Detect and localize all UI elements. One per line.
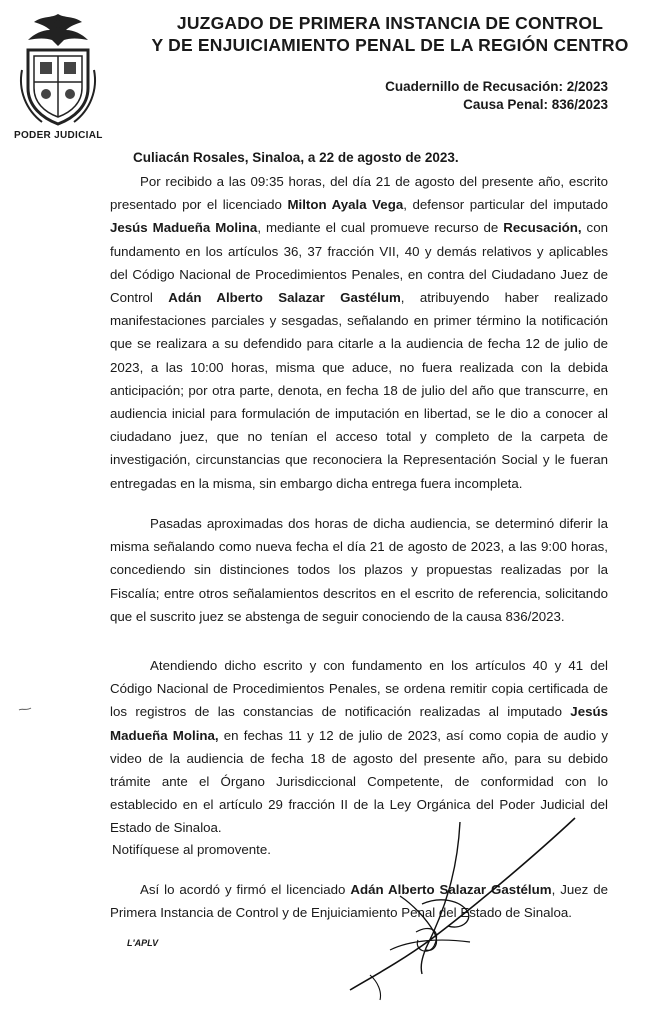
p1-recusal-term: Recusación, xyxy=(503,220,582,236)
p1-text-4: con fundamento en los artículos 36, 37 fracción VII, 40 y demás relativos y aplicables del Código Nacional de Procedimientos Penales, en contra del Ciudadano Juez de Control xyxy=(110,220,608,306)
court-heading-line2: Y DE ENJUICIAMIENTO PENAL DE LA REGIÓN CENTRO xyxy=(151,35,629,55)
p3-text-2: en fechas 11 y 12 de julio de 2023, así como copia de audio y video de la audiencia de fecha 18 de agosto del presente año, para su debido trámite ante el Órgano Jurisdiccional Competente, de conformidad con lo establecido en el artículo 29 fracción II de la Ley Orgánica del Poder Judicial del Estado de Sinaloa. xyxy=(110,727,608,836)
p1-text-5: , atribuyendo haber realizado manifestaciones parciales y sesgadas, señalando en primer término la notificación que se realizara a su defendido para citarle a la audiencia de fecha 12 de julio de 2023, a las 10:00 horas, misma que aduce, no fuera realizada con la debida anticipación; por otra parte, denota, en fecha 18 de julio del año que transcurre, en audiencia inicial para formulación de imputación en libertad, se le dio a conocer al ciudadano juez, que no tenían el acceso total y completo de la carpeta de investigación, circunstancias que reconociera la Representación Social y le fueran entregadas en la misma, sin embargo dicha entrega fuera incompleta. xyxy=(110,290,608,491)
p5-text-2: , Juez de Primera Instancia de Control y de Enjuiciamiento Penal del Estado de Sinaloa. xyxy=(110,882,608,921)
p1-defense-lawyer-name: Milton Ayala Vega xyxy=(287,197,404,213)
p3-text-1: Atendiendo dicho escrito y con fundamento en los artículos 40 y 41 del Código Nacional de Procedimientos Penales, se ordena remitir copia certificada de los registros de las constancias de notificación realizadas al imputado xyxy=(110,658,608,720)
state-seal-logo xyxy=(12,10,104,132)
paragraph-hearing: Pasadas aproximadas dos horas de dicha audiencia, se determinó diferir la misma señalando como nueva fecha el día 21 de agosto de 2023, a las 9:00 horas, concediendo sin distinciones todos los plazos y propuestas realizadas por la Fiscalía; entre otros señalamientos descritos en el escrito de referencia, solicitando que el suscrito juez se abstenga de seguir conociendo de la causa 836/2023. xyxy=(110,516,608,624)
p1-judge-name: Adán Alberto Salazar Gastélum xyxy=(168,290,401,306)
typist-initials: L'APLV xyxy=(127,938,159,948)
case-references xyxy=(385,78,608,114)
recusal-reference: Cuadernillo de Recusación: 2/2023 xyxy=(385,79,608,94)
p5-text-1: Así lo acordó y firmó el licenciado xyxy=(140,882,351,897)
paragraph-receipt xyxy=(110,170,608,495)
p1-text-3: , mediante el cual promueve recurso de xyxy=(257,220,504,236)
court-heading xyxy=(140,12,640,56)
paragraph-notify: Notifíquese al promovente. xyxy=(112,842,271,857)
institution-label: PODER JUDICIAL xyxy=(14,130,103,141)
dateline: Culiacán Rosales, Sinaloa, a 22 de agosto de 2023. xyxy=(133,150,459,165)
court-heading-line1: JUZGADO DE PRIMERA INSTANCIA DE CONTROL xyxy=(176,13,604,33)
p1-defendant-name: Jesús Madueña Molina xyxy=(110,220,258,236)
p5-judge-name: Adán Alberto Salazar Gastélum xyxy=(350,882,552,897)
p3-defendant-name: Jesús Madueña Molina, xyxy=(110,704,608,743)
p1-text-2: , defensor particular del imputado xyxy=(403,197,608,213)
criminal-case-reference: Causa Penal: 836/2023 xyxy=(463,97,608,112)
handwritten-signature xyxy=(330,800,590,1015)
margin-mark xyxy=(18,706,32,712)
p1-text-1: Por recibido a las 09:35 horas, del día 21 de agosto del presente año, escrito presentado por el licenciado xyxy=(110,174,608,213)
